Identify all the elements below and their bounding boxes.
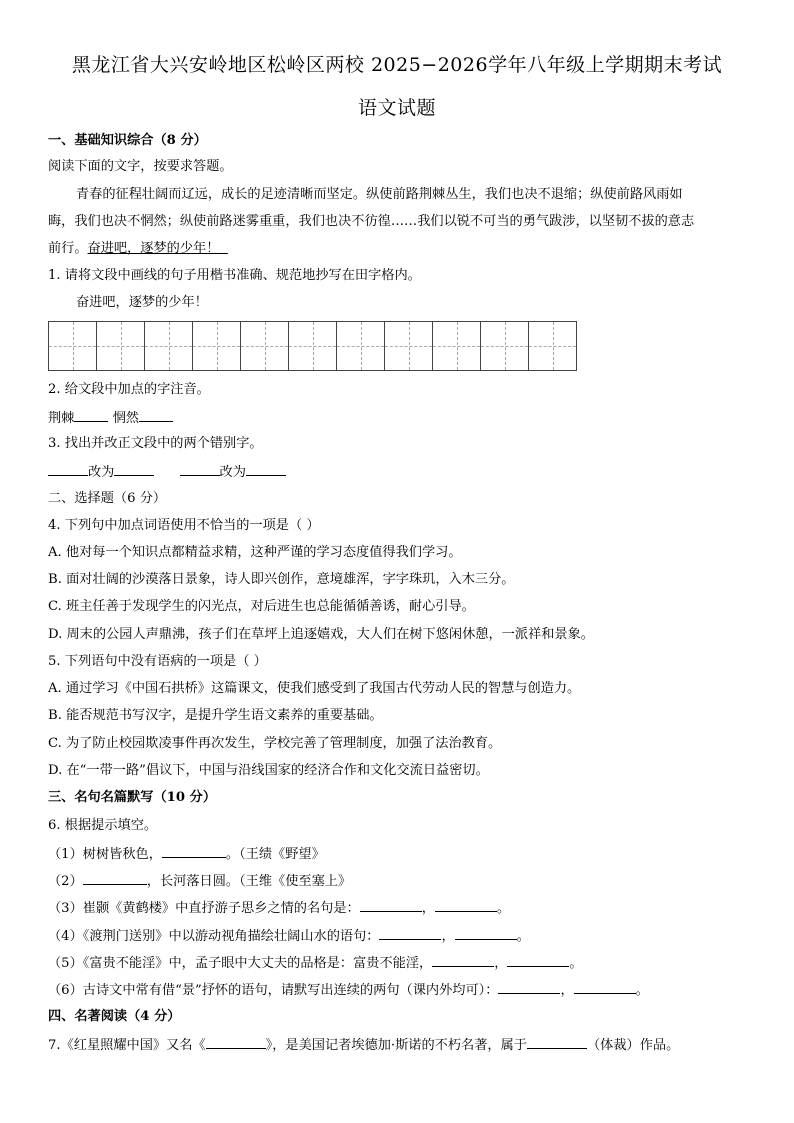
q5-option-b: B. 能否规范书写汉字，是提升学生语文素养的重要基础。 bbox=[48, 708, 383, 723]
q4-option-a: A. 他对每一个知识点都精益求精，这种严谨的学习态度值得我们学习。 bbox=[48, 545, 462, 560]
question-1-sentence: 奋进吧，逐梦的少年！ bbox=[76, 295, 208, 310]
q6-item-4 bbox=[48, 926, 530, 946]
grid-cell[interactable] bbox=[385, 322, 433, 370]
answer-blank[interactable] bbox=[246, 462, 286, 476]
q5-option-c: C. 为了防止校园欺凌事件再次发生，学校完善了管理制度，加强了法治教育。 bbox=[48, 736, 502, 751]
question-7-text-a: 7.《红星照耀中国》又名《 bbox=[48, 1038, 206, 1053]
section-3-heading: 三、名句名篇默写（10 分） bbox=[48, 790, 217, 805]
q6-item-5 bbox=[48, 953, 583, 973]
question-7-text-b: 》，是美国记者埃德加·斯诺的不朽名著，属于 bbox=[265, 1038, 527, 1053]
period: 。 bbox=[635, 983, 649, 998]
section-1-heading: 一、基础知识综合（8 分） bbox=[48, 133, 207, 148]
question-6: 6. 根据提示填空。 bbox=[48, 818, 158, 833]
reading-instruction: 阅读下面的文字，按要求答题。 bbox=[48, 159, 233, 174]
q6-item-3-text: （3）崔颢《黄鹤楼》中直抒游子思乡之情的名句是： bbox=[48, 901, 360, 916]
answer-blank[interactable] bbox=[455, 926, 517, 940]
passage-line-3-text: 前行。 bbox=[48, 241, 88, 256]
answer-blank[interactable] bbox=[180, 462, 220, 476]
answer-blank[interactable] bbox=[435, 898, 497, 912]
answer-blank[interactable] bbox=[139, 408, 173, 422]
answer-blank[interactable] bbox=[162, 844, 226, 858]
question-3-answers bbox=[48, 462, 286, 482]
answer-blank[interactable] bbox=[114, 462, 154, 476]
period: 。 bbox=[496, 901, 511, 916]
q6-item-6 bbox=[48, 980, 649, 1000]
grid-cell[interactable] bbox=[241, 322, 289, 370]
question-2-answers bbox=[48, 408, 173, 428]
question-5: 5. 下列语句中没有语病的一项是（ ） bbox=[48, 654, 267, 669]
grid-cell[interactable] bbox=[481, 322, 529, 370]
change-to-label: 改为 bbox=[88, 465, 115, 480]
q6-item-2-text: ，长河落日圆。（王维《使至塞上》 bbox=[146, 874, 352, 889]
q6-item-1-source: 。（王绩《野望》 bbox=[225, 847, 325, 862]
q5-option-a: A. 通过学习《中国石拱桥》这篇课文，使我们感受到了我国古代劳动人民的智慧与创造力。 bbox=[48, 681, 581, 696]
q6-item-4-text: （4）《渡荆门送别》中以游动视角描绘壮阔山水的语句： bbox=[48, 929, 380, 944]
q6-item-6-text: （6）古诗文中常有借“景”抒怀的语句，请默写出连续的两句（课内外均可）： bbox=[48, 983, 499, 998]
word-jingji: 荆棘 bbox=[48, 411, 75, 426]
passage-line-3 bbox=[48, 240, 228, 258]
answer-blank[interactable] bbox=[527, 1035, 587, 1049]
q6-item-2 bbox=[48, 871, 351, 891]
answer-blank[interactable] bbox=[360, 898, 422, 912]
q4-option-c: C. 班主任善于发现学生的闪光点，对后进生也总能循循善诱，耐心引导。 bbox=[48, 599, 475, 614]
question-2: 2. 给文段中加点的字注音。 bbox=[48, 382, 210, 397]
period: 。 bbox=[516, 929, 530, 944]
word-wangran: 惘然 bbox=[112, 411, 139, 426]
comma: ， bbox=[560, 983, 574, 998]
section-2-heading: 二、选择题（6 分） bbox=[48, 491, 167, 506]
grid-cell[interactable] bbox=[529, 322, 577, 370]
answer-blank[interactable] bbox=[74, 408, 108, 422]
answer-blank[interactable] bbox=[48, 462, 88, 476]
question-7-text-c: （体裁）作品。 bbox=[587, 1038, 680, 1053]
q6-item-3 bbox=[48, 898, 510, 918]
q6-item-2-number: （2） bbox=[48, 874, 83, 889]
tianzi-grid[interactable] bbox=[48, 321, 577, 371]
answer-blank[interactable] bbox=[379, 926, 441, 940]
q6-item-1 bbox=[48, 844, 325, 864]
grid-cell[interactable] bbox=[337, 322, 385, 370]
answer-blank[interactable] bbox=[206, 1035, 266, 1049]
q6-item-1-text: （1）树树皆秋色， bbox=[48, 847, 162, 862]
q4-option-b: B. 面对壮阔的沙漠落日景象，诗人即兴创作，意境雄浑，字字珠玑，入木三分。 bbox=[48, 572, 515, 587]
grid-cell[interactable] bbox=[49, 322, 97, 370]
comma: ， bbox=[494, 956, 508, 971]
passage-line-2: 晦，我们也决不惘然；纵使前路迷雾重重，我们也决不彷徨……我们以锐不可当的勇气跋涉，以坚韧不拔的意志 bbox=[48, 214, 695, 229]
question-4: 4. 下列句中加点词语使用不恰当的一项是（ ） bbox=[48, 518, 320, 533]
comma: ， bbox=[421, 901, 435, 916]
exam-title-line-1: 黑龙江省大兴安岭地区松岭区两校 2025−2026学年八年级上学期期末考试 bbox=[71, 54, 723, 76]
section-4-heading: 四、名著阅读（4 分） bbox=[48, 1009, 181, 1024]
grid-cell[interactable] bbox=[433, 322, 481, 370]
grid-cell[interactable] bbox=[97, 322, 145, 370]
grid-cell[interactable] bbox=[289, 322, 337, 370]
answer-blank[interactable] bbox=[432, 953, 494, 967]
exam-title-line-2: 语文试题 bbox=[357, 97, 436, 119]
q6-item-5-text: （5）《富贵不能淫》中，孟子眼中大丈夫的品格是：富贵不能淫， bbox=[48, 956, 433, 971]
grid-cell[interactable] bbox=[145, 322, 193, 370]
comma: ， bbox=[441, 929, 455, 944]
question-1: 1. 请将文段中画线的句子用楷书准确、规范地抄写在田字格内。 bbox=[48, 268, 421, 283]
question-7 bbox=[48, 1035, 679, 1055]
answer-blank[interactable] bbox=[83, 871, 147, 885]
q4-option-d: D. 周末的公园人声鼎沸，孩子们在草坪上追逐嬉戏，大人们在树下悠闲休憩，一派祥和景象。 bbox=[48, 627, 594, 642]
underlined-sentence: 奋进吧，逐梦的少年！ bbox=[87, 241, 220, 256]
grid-cell[interactable] bbox=[193, 322, 241, 370]
question-3: 3. 找出并改正文段中的两个错别字。 bbox=[48, 436, 263, 451]
period: 。 bbox=[569, 956, 583, 971]
answer-blank[interactable] bbox=[507, 953, 569, 967]
answer-blank[interactable] bbox=[498, 980, 560, 994]
q5-option-d: D. 在“一带一路”倡议下，中国与沿线国家的经济合作和文化交流日益密切。 bbox=[48, 763, 489, 778]
answer-blank[interactable] bbox=[574, 980, 636, 994]
change-to-label: 改为 bbox=[219, 465, 246, 480]
passage-line-1: 青春的征程壮阔而辽远，成长的足迹清晰而坚定。纵使前路荆棘丛生，我们也决不退缩；纵使前路风雨如 bbox=[76, 187, 683, 202]
